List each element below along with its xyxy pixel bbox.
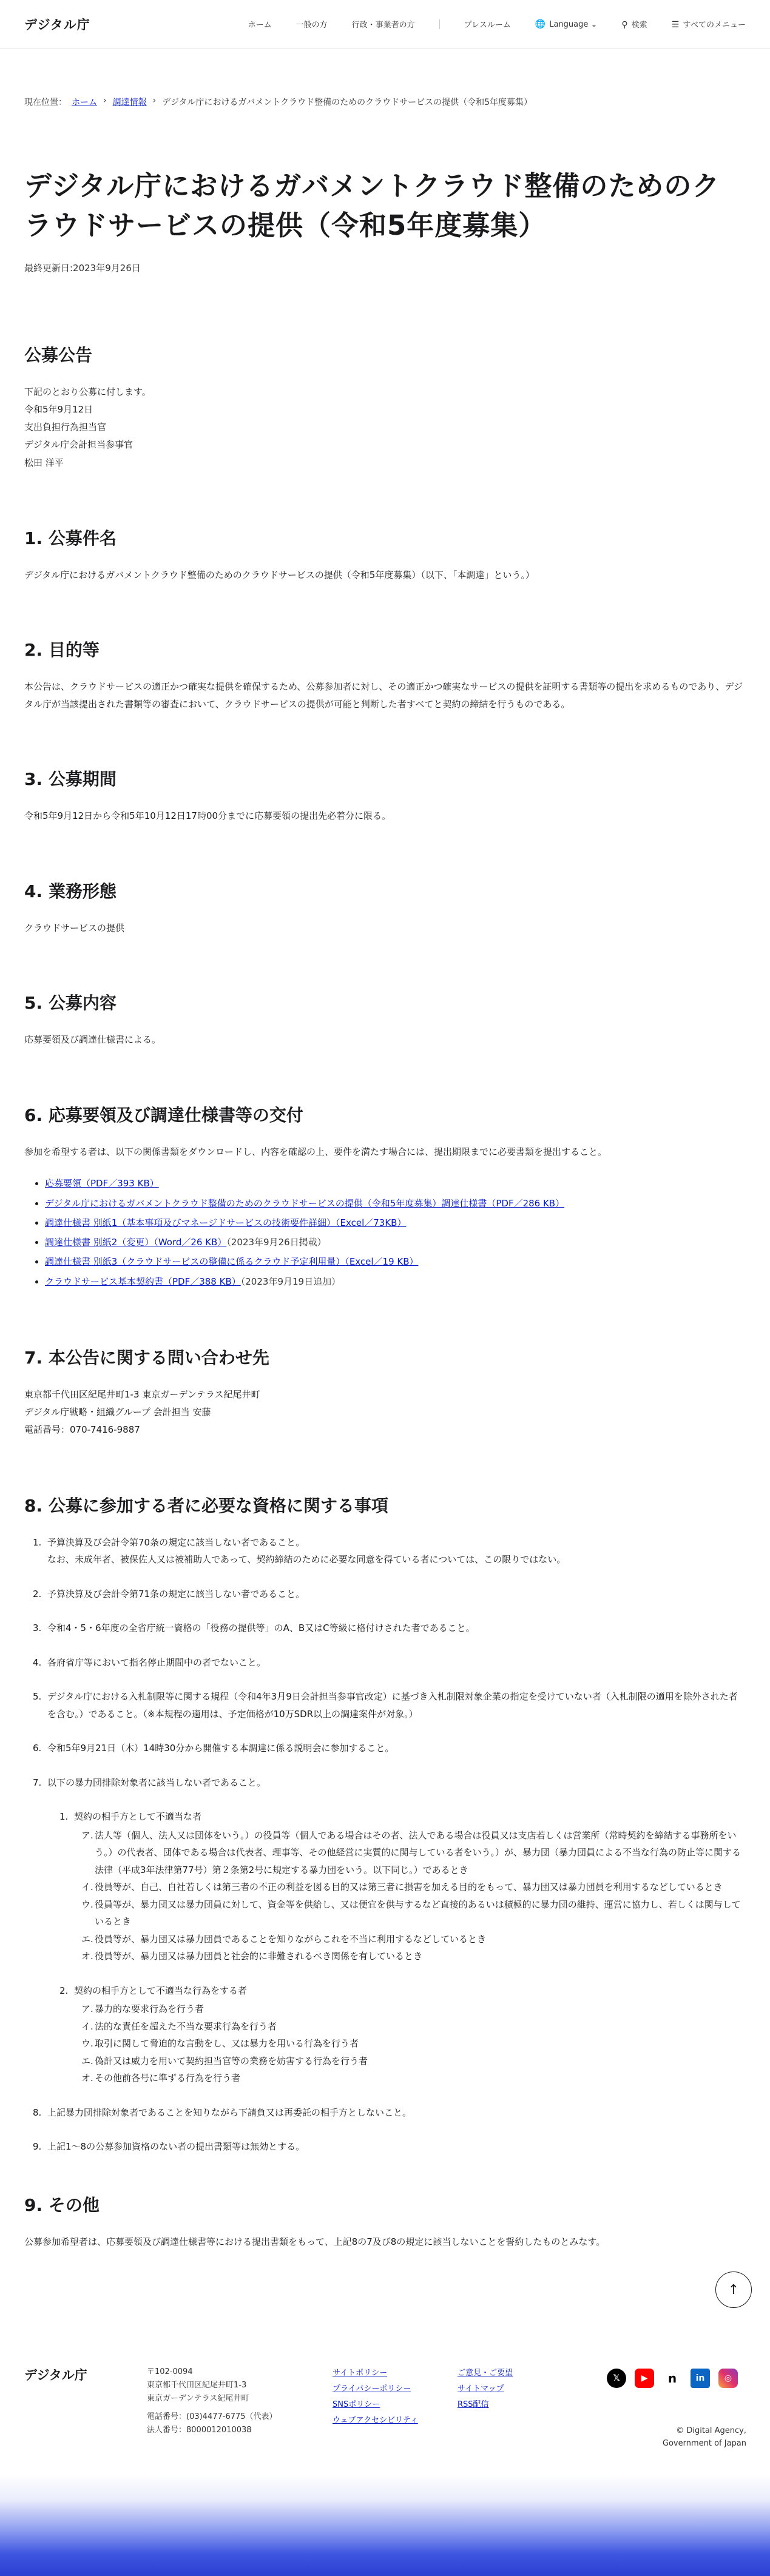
nav-menu[interactable] [672,18,746,30]
item-number: 6. [33,1743,42,1754]
list-item [45,1233,746,1252]
list-item [81,2000,746,2018]
kana-marker: ウ. [81,1898,93,1910]
footer-address [147,2366,277,2437]
item-text: 予算決算及び会計令第70条の規定に該当しない者であること。 [47,1536,305,1548]
item-text: デジタル庁における入札制限等に関する規程（令和4年3月9日会計担当参事官改定）に基づき入札制限対象企業の指定を受けていない者（入札制限の適用を除外された者を含む。）であること。（※本規程の適用は、予定価格が10万SDR以上の調達案件が対象。） [47,1691,738,1720]
list-item [45,1194,746,1213]
copyright-line: Government of Japan [662,2438,746,2448]
kana-text: 暴力的な要求行為を行う者 [95,2003,204,2014]
list-item [33,1534,746,1569]
item-number: 2. [33,1588,42,1599]
menu-icon: ☰ [671,20,680,30]
list-item [45,1213,746,1233]
document-link[interactable]: クラウドサービス基本契約書（PDF／388 KB） [45,1276,241,1287]
sub-number: 1. [59,1811,69,1822]
nav-public[interactable]: 一般の方 [296,21,328,30]
nav-language[interactable] [535,19,598,29]
kana-text: 役員等が、暴力団又は暴力団員に対して、資金等を供給し、又は便宜を供与するなど直接的あるいは積極的に暴力団の維持、運営に協力し、若しくは関与しているとき [95,1898,741,1927]
list-item [45,1252,746,1271]
breadcrumb-procurement[interactable]: 調達情報 [112,98,147,107]
list-item [81,2035,746,2053]
list-item [33,2138,746,2156]
document-link-list [24,1174,746,1291]
sub-number: 2. [59,1985,69,1996]
kana-list [59,2000,746,2087]
section-2-heading: 2. 目的等 [24,640,100,661]
section-1-text: デジタル庁におけるガバメントクラウド整備のためのクラウドサービスの提供（令和5年度募集）（以下、「本調達」という。） [24,569,535,580]
kana-text: 取引に関して脅迫的な言動をし、又は暴力を用いる行為を行う者 [95,2038,359,2049]
footer-link[interactable]: プライバシーポリシー [333,2384,411,2393]
address-line: 〒102-0094 [147,2367,193,2376]
item-number: 7. [33,1777,42,1788]
last-updated: 最終更新日:2023年9月26日 [24,262,141,274]
page-title: デジタル庁におけるガバメントクラウド整備のためのクラウドサービスの提供（令和5年度募集） [24,170,720,242]
section-4-heading: 4. 業務形態 [24,881,117,901]
link-note: （2023年9月19日追加） [240,1276,341,1287]
footer-link[interactable]: ご意見・ご要望 [458,2369,513,2378]
section-6-heading: 6. 応募要領及び調達仕様書等の交付 [24,1105,303,1125]
item-number: 1. [33,1536,42,1548]
footer-link[interactable]: RSS配信 [458,2400,489,2409]
list-item [45,1272,746,1291]
list-item [33,1774,746,2087]
contact-line: 電話番号：070-7416-9887 [24,1424,140,1436]
globe-icon: 🌐 [535,19,546,29]
item-text: 令和4・5・6年度の全省庁統一資格の「役務の提供等」のA、B又はC等級に格付けされた者であること。 [47,1623,475,1633]
kana-marker: ア. [81,1829,93,1841]
footer-link[interactable]: サイトポリシー [333,2369,388,2378]
kana-text: 役員等が、自己、自社若しくは第三者の不正の利益を図る目的又は第三者に損害を加える目的をもって、暴力団又は暴力団員を利用するなどしているとき [95,1882,723,1892]
copyright [637,2425,746,2450]
kana-text: 役員等が、暴力団又は暴力団員と社会的に非難されるべき関係を有しているとき [95,1951,423,1962]
section-2-text: 本公告は、クラウドサービスの適正かつ確実な提供を確保するため、公募参加者に対し、その適正かつ確実なサービスの提供を証明する書類等の提出を求めるものであり、デジタル庁が当該提出された書類等の審査において、クラウドサービスの提供が可能と判断した者すべてと契約の締結を行うものである。 [24,681,743,710]
section-7-heading: 7. 本公告に関する問い合わせ先 [24,1347,269,1368]
notice-line: デジタル庁会計担当参事官 [24,439,133,451]
list-item [45,1174,746,1193]
item-text: なお、未成年者、被保佐人又は被補助人であって、契約締結のために必要な同意を得ている者については、この限りではない。 [47,1554,566,1565]
list-item [81,2018,746,2036]
section-1-heading: 1. 公募件名 [24,528,117,548]
kana-marker: ウ. [81,2038,93,2049]
section-3-text: 令和5年9月12日から令和5年10月12日17時00分までに応募要領の提出先必着分に限る。 [24,810,391,822]
chevron-down-icon: ⌄ [588,19,598,29]
global-nav [224,18,746,30]
footer-links-2 [458,2366,513,2413]
list-item [33,1619,746,1637]
section-9-text: 公募参加希望者は、応募要領及び調達仕様書等における提出書類をもって、上記8の7及び8の規定に該当しないことを誓約したものとみなす。 [24,2236,606,2247]
item-text: 各府省庁等において指名停止期間中の者でないこと。 [47,1656,266,1668]
list-item [81,1878,746,1896]
list-item [81,1827,746,1879]
footer-links-1 [333,2366,418,2429]
footer-corp-number: 法人番号：8000012010038 [147,2426,252,2435]
list-item [81,1896,746,1931]
item-number: 9. [33,2141,42,2152]
item-number: 5. [33,1691,42,1702]
social-links [607,2369,746,2388]
sub-heading: 契約の相手方として不適当な行為をする者 [74,1985,248,1996]
footer-gradient [0,2475,770,2576]
list-item [33,1688,746,1723]
chevron-right-icon: › [103,96,107,106]
sub-list [47,1808,746,1965]
document-link[interactable]: 調達仕様書 別紙2（変更）（Word／26 KB） [45,1237,227,1248]
contact-lines [24,1386,746,1439]
footer-link[interactable]: ウェブアクセシビリティ [333,2416,418,2425]
site-header [0,0,770,49]
contact-line: デジタル庁戦略・組織グループ 会計担当 安藤 [24,1407,211,1417]
list-item [81,2070,746,2087]
list-item [81,2053,746,2070]
item-text: 予算決算及び会計令第71条の規定に該当しない者であること。 [47,1588,305,1599]
notice-line: 下記のとおり公募に付します。 [24,386,151,397]
list-item [33,1586,746,1603]
kana-text: その他前各号に準ずる行為を行う者 [95,2073,241,2083]
kana-marker: エ. [81,2055,93,2067]
nav-business[interactable]: 行政・事業者の方 [351,21,415,30]
youtube-icon[interactable]: ▶ [635,2369,654,2388]
instagram-icon[interactable]: ◎ [718,2369,738,2388]
list-item [33,1740,746,1757]
search-label: 検索 [631,21,647,30]
breadcrumb-current: デジタル庁におけるガバメントクラウド整備のためのクラウドサービスの提供（令和5年度募集） [162,98,533,107]
list-item [81,1931,746,1948]
kana-marker: ア. [81,2003,93,2014]
item-text: 以下の暴力団排除対象者に該当しない者であること。 [47,1777,266,1788]
section-5-text: 応募要領及び調達仕様書による。 [24,1034,161,1046]
kana-list [59,1827,746,1965]
section-8-heading: 8. 公募に参加する者に必要な資格に関する事項 [24,1495,388,1516]
breadcrumb-lead: 現在位置： [24,98,67,107]
section-4-text: クラウドサービスの提供 [24,922,125,933]
address-line: 東京都千代田区紀尾井町1-3 [147,2381,247,2390]
kana-text: 法人等（個人、法人又は団体をいう。）の役員等（個人である場合はその者、法人である場合は役員又は支店若しくは営業所（常時契約を締結する事務所をいう。）の代表者、団体である場合は代表者、理事等、その他経営に実質的に関与している者をいう。）が、暴力団（暴力団員による不当な行為の防止等に関する法律（平成3年法律第77号）第２条第2号に規定する暴力団をいう。以下同じ。）であるとき [95,1829,741,1875]
linkedin-icon[interactable]: in [691,2369,710,2388]
notice-section [0,342,770,2251]
page-top-button[interactable] [715,2272,752,2308]
kana-marker: オ. [81,1951,93,1962]
notice-heading: 公募公告 [24,345,93,365]
list-item [81,1948,746,1965]
breadcrumb [0,49,770,108]
item-text: 上記暴力団排除対象者であることを知りながら下請負又は再委託の相手方としないこと。 [47,2107,412,2118]
arrow-up-icon: ↑ [728,2282,740,2298]
section-6-text: 参加を希望する者は、以下の関係書類をダウンロードし、内容を確認の上、要件を満たす場合には、提出期限までに必要書類を提出すること。 [24,1146,607,1157]
kana-text: 偽計又は威力を用いて契約担当官等の業務を妨害する行為を行う者 [95,2055,368,2067]
item-number: 3. [33,1623,42,1633]
nav-divider [439,19,440,29]
requirement-list [24,1534,746,2156]
item-text: 上記1～8の公募参加資格のない者の提出書類等は無効とする。 [47,2141,305,2152]
footer-link[interactable]: サイトマップ [458,2384,504,2393]
site-logo[interactable]: デジタル庁 [24,17,90,32]
section-9-heading: 9. その他 [24,2194,100,2215]
footer-phone: 電話番号：(03)4477-6775（代表） [147,2412,277,2422]
notice-line: 令和5年9月12日 [24,403,93,415]
sub-list [47,1982,746,2087]
document-link[interactable]: 調達仕様書 別紙3（クラウドサービスの整備に係るクラウド予定利用量）（Excel／19 KB） [45,1256,419,1268]
site-footer [0,2353,770,2475]
language-label: Language [549,19,589,29]
link-note: （2023年9月26日掲載） [226,1237,326,1248]
item-number: 4. [33,1656,42,1668]
notice-line: 松田 洋平 [24,457,64,468]
list-item [33,2104,746,2122]
kana-text: 法的な責任を超えた不当な要求行為を行う者 [95,2020,277,2032]
notice-line: 支出負担行為担当官 [24,422,107,432]
document-link[interactable]: 調達仕様書 別紙1（基本事項及びマネージドサービスの技術要件詳細）（Excel／73KB） [45,1217,407,1228]
address-line: 東京ガーデンテラス紀尾井町 [147,2394,249,2404]
kana-marker: エ. [81,1933,93,1945]
item-text: 令和5年9月21日（木）14時30分から開催する本調達に係る説明会に参加すること。 [47,1743,394,1754]
footer-logo[interactable]: デジタル庁 [24,2368,87,2383]
breadcrumb-home[interactable]: ホーム [72,98,97,107]
sub-heading: 契約の相手方として不適当な者 [74,1811,202,1822]
chevron-right-icon: › [152,96,157,106]
note-icon[interactable]: n [663,2369,682,2388]
contact-line: 東京都千代田区紀尾井町1-3 東京ガーデンテラス紀尾井町 [24,1388,260,1400]
section-5-heading: 5. 公募内容 [24,993,117,1014]
nav-home[interactable]: ホーム [248,21,272,30]
document-link[interactable]: 応募要領（PDF／393 KB） [45,1178,159,1189]
nav-search[interactable] [621,18,647,30]
nav-press[interactable]: プレスルーム [464,21,511,30]
list-item [33,1654,746,1672]
footer-link[interactable]: SNSポリシー [333,2400,380,2409]
kana-marker: イ. [81,2020,93,2032]
kana-marker: オ. [81,2073,93,2083]
notice-lines [24,383,746,472]
document-link[interactable]: デジタル庁におけるガバメントクラウド整備のためのクラウドサービスの提供（令和5年度募集）調達仕様書（PDF／286 KB） [45,1197,565,1209]
menu-label: すべてのメニュー [683,21,746,30]
x-icon[interactable]: 𝕏 [607,2369,626,2388]
kana-text: 役員等が、暴力団又は暴力団員であることを知りながらこれを不当に利用するなどしているとき [95,1933,487,1945]
kana-marker: イ. [81,1882,93,1892]
copyright-line: © Digital Agency, [676,2426,746,2435]
section-3-heading: 3. 公募期間 [24,769,117,790]
search-icon: ⚲ [621,20,628,30]
item-number: 8. [33,2107,42,2118]
